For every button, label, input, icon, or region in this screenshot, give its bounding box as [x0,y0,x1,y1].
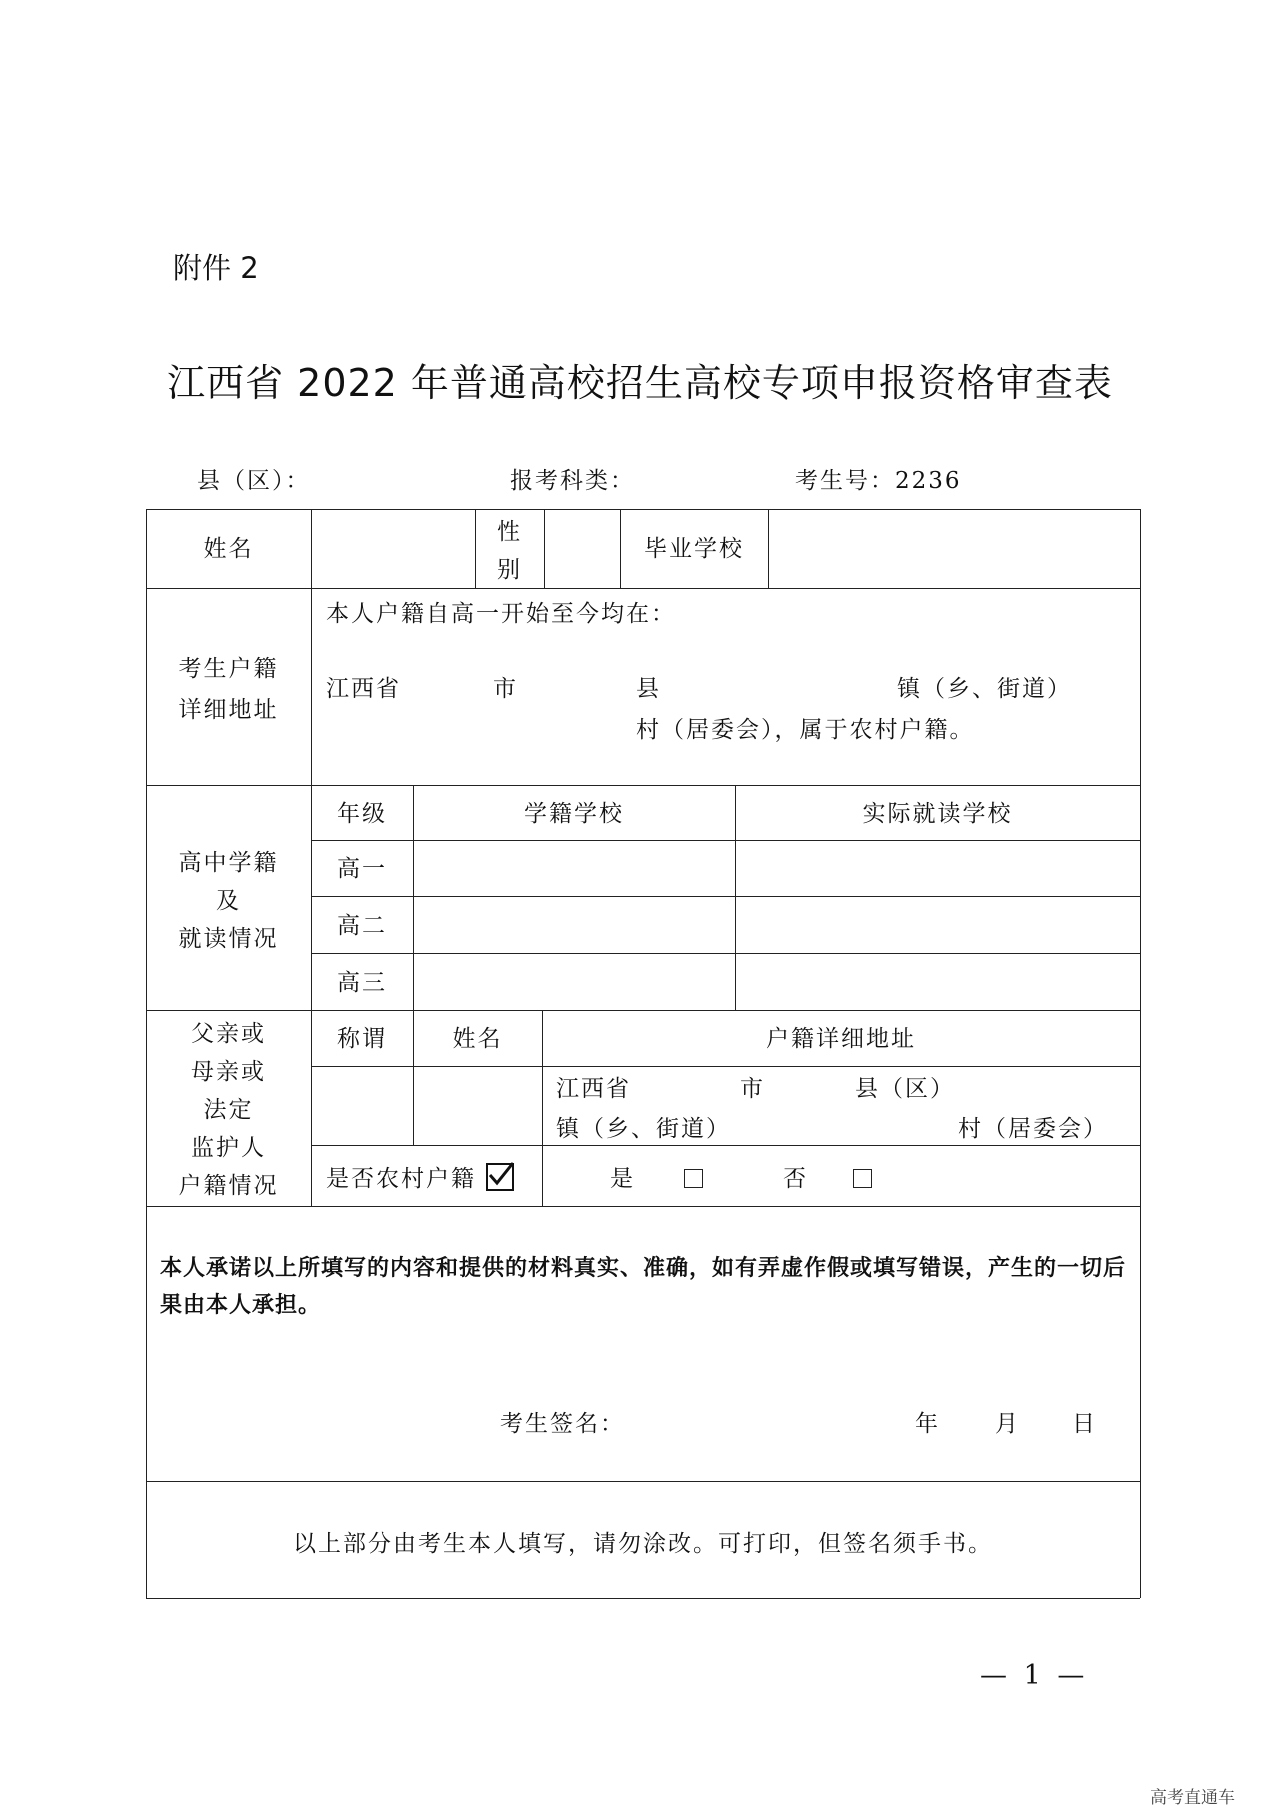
parent-label-line1: 父亲或 [191,1021,266,1047]
hukou-city: 市 [493,676,518,702]
hukou-province: 江西省 [326,676,401,702]
parent-label-line2: 母亲或 [191,1059,266,1085]
col-actual-school: 实际就读学校 [862,801,1013,827]
table-divider [311,1066,1140,1067]
hukou-label-line2: 详细地址 [178,697,279,723]
gender-label-top: 性 [497,519,522,545]
table-divider [146,785,1140,786]
parent-addr-city: 市 [740,1076,765,1102]
date-day: 日 [1072,1411,1097,1437]
option-yes-label: 是 [610,1166,635,1192]
county-label: 县（区）： [197,468,311,494]
table-divider [311,896,1140,897]
hukou-village: 村（居委会），属于农村户籍。 [636,717,975,743]
grade-row: 高三 [337,970,387,996]
yes-checkbox[interactable] [684,1169,703,1188]
parent-addr-province: 江西省 [556,1076,631,1102]
table-divider [146,588,1140,589]
hukou-statement: 本人户籍自高一开始至今均在： [326,601,676,627]
watermark: 高考直通车 [1150,1788,1235,1808]
col-grade: 年级 [337,801,387,827]
school-label: 毕业学校 [644,536,744,562]
school-label-line3: 就读情况 [178,926,279,952]
table-border-bottom [146,1598,1140,1599]
form-title: 江西省 2022 年普通高校招生高校专项申报资格审查表 [167,361,1113,405]
rural-checkbox[interactable] [486,1163,514,1191]
hukou-label-line1: 考生户籍 [178,656,279,682]
name-label: 姓名 [203,536,254,562]
no-checkbox[interactable] [853,1169,872,1188]
option-no[interactable] [783,1165,872,1193]
col-relation: 称谓 [337,1026,387,1052]
date-month: 月 [995,1411,1020,1437]
table-divider [311,953,1140,954]
hukou-county: 县 [636,676,661,702]
date-year: 年 [915,1411,940,1437]
table-divider [146,1010,1140,1011]
school-label-line1: 高中学籍 [178,850,279,876]
table-divider [146,1481,1140,1482]
grade-row: 高二 [337,913,387,939]
table-border-top [146,509,1140,510]
option-no-label: 否 [783,1166,808,1192]
parent-label-line3: 法定 [203,1097,254,1123]
table-border-right [1140,509,1141,1598]
table-divider [544,509,545,588]
col-enrolled-school: 学籍学校 [524,801,624,827]
table-divider [311,1145,1140,1146]
category-label: 报考科类： [510,468,635,494]
gender-label-bottom: 别 [497,557,522,583]
parent-addr-county: 县（区） [855,1076,955,1102]
col-parent-name: 姓名 [452,1026,503,1052]
signature-label: 考生签名： [500,1411,625,1437]
school-label-line2: 及 [216,888,241,914]
parent-addr-town: 镇（乡、街道） [556,1116,731,1142]
parent-addr-village: 村（居委会） [958,1116,1108,1142]
exam-number: 考生号：2236 [795,468,962,494]
table-divider [146,1206,1140,1207]
table-divider [311,840,1140,841]
pledge-text: 本人承诺以上所填写的内容和提供的材料真实、准确，如有弄虚作假或填写错误，产生的一切后果由本人承担。 [160,1255,1127,1318]
attachment-label: 附件 2 [173,251,259,285]
table-divider [768,509,769,588]
col-parent-address: 户籍详细地址 [766,1026,916,1052]
checkmark-icon [486,1159,516,1189]
hukou-town: 镇（乡、街道） [897,676,1072,702]
parent-label-line5: 户籍情况 [178,1173,279,1199]
rural-hukou-label: 是否农村户籍 [326,1166,476,1192]
fill-instructions: 以上部分由考生本人填写，请勿涂改。可打印，但签名须手书。 [293,1531,993,1557]
parent-label-line4: 监护人 [191,1135,266,1161]
page-number: — 1 — [980,1660,1089,1691]
grade-row: 高一 [337,856,387,882]
option-yes[interactable] [610,1165,703,1193]
